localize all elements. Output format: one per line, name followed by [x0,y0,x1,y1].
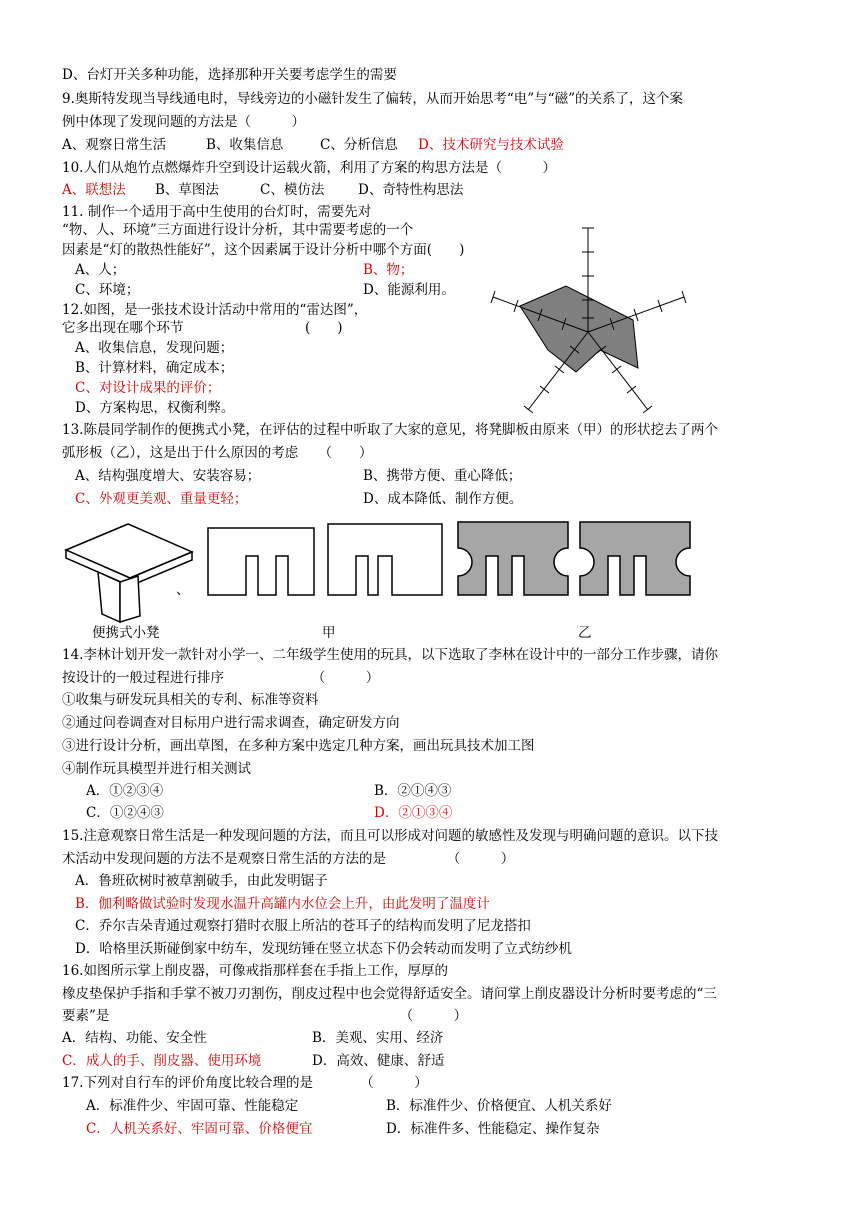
q14-option-d-answer: D．②①③④ [374,805,453,821]
q16-option-d: D．高效、健康、舒适 [312,1053,445,1069]
q14-option-c: C．①②④③ [86,805,164,821]
q9-option-c: C、分析信息 [320,137,398,153]
q16-option-c-answer: C．成人的手、削皮器、使用环境 [62,1053,262,1069]
q14-step-4: ④制作玩具模型并进行相关测试 [62,761,251,777]
q15-option-a: A．鲁班砍树时被草割破手，由此发明锯子 [75,873,328,889]
q9-option-d-answer: D、技术研究与技术试验 [418,137,564,153]
q12-option-b: B、计算材料，确定成本； [75,360,234,376]
q13-option-d: D、成本降低、制作方便。 [363,491,523,507]
q15-option-b-answer: B．伽利略做试验时发现水温升高罐内水位会上升，由此发明了温度计 [75,896,490,912]
q10-stem: 10.人们从炮竹点燃爆炸升空到设计运载火箭，利用了方案的构思方法是（ ） [62,160,556,176]
q11-option-a: A、人； [75,262,126,278]
q14-option-b: B．②①④③ [374,783,452,799]
yi-board-figure [456,518,692,598]
portable-stool-figure [58,518,198,626]
q16-stem-line2: 橡皮垫保护手指和手掌不被刀刃割伤，削皮过程中也会觉得舒适安全。请问掌上削皮器设计分析时要考虑的“三 [62,986,717,1002]
q14-stem-line1: 14.李林计划开发一款针对小学一、二年级学生使用的玩具，以下选取了李林在设计中的一部分工作步骤，请你 [62,647,718,663]
q11-option-d: D、能源利用。 [363,282,455,298]
q12-option-a: A、收集信息，发现问题； [75,340,234,356]
q12-option-c-answer: C、对设计成果的评价； [75,380,221,396]
jia-caption: 甲 [322,625,336,641]
q8-option-d: D、台灯开关多种功能，选择那种开关要考虑学生的需要 [62,67,397,83]
q9-stem-line1: 9.奥斯特发现当导线通电时，导线旁边的小磁针发生了偏转，从而开始思考“电”与“磁”的关系了，这个案 [62,91,683,107]
q13-option-b: B、携带方便、重心降低； [363,468,522,484]
q16-option-a: A．结构、功能、安全性 [62,1030,207,1046]
q14-step-3: ③进行设计分析，画出草图，在多种方案中选定几种方案，画出玩具技术加工图 [62,738,535,754]
q11-stem-line3: 因素是“灯的散热性能好”，这个因素属于设计分析中哪个方面( ) [62,242,465,258]
q17-option-a: A．标准件少、牢固可靠、性能稳定 [86,1098,299,1114]
q10-option-a-answer: A、联想法 [62,182,126,198]
q17-option-c-answer: C．人机关系好、牢固可靠、价格便宜 [86,1121,313,1137]
q12-stem-line2: 它多出现在哪个环节 ( ) [62,320,343,336]
q14-stem-line2: 按设计的一般过程进行排序 （ ） [62,670,380,686]
q10-option-c: C、模仿法 [260,182,325,198]
q14-step-1: ①收集与研发玩具相关的专利、标准等资料 [62,692,319,708]
q13-option-a: A、结构强度增大、安装容易； [75,468,261,484]
q15-stem-line1: 15.注意观察日常生活是一种发现问题的方法，而且可以形成对问题的敏感性及发现与明确问题的意识。以下技 [62,828,718,844]
q13-stem-line2: 弧形板（乙），这是出于什么原因的考虑 （ ） [62,445,373,461]
q9-option-b: B、收集信息 [206,137,284,153]
q16-stem-line3: 要素”是 （ ） [62,1008,468,1024]
q16-option-b: B．美观、实用、经济 [312,1030,444,1046]
q11-option-c: C、环境； [75,282,140,298]
yi-caption: 乙 [578,625,592,641]
q13-stem-line1: 13.陈晨同学制作的便携式小凳，在评估的过程中听取了大家的意见，将凳脚板由原来（甲）的形状挖去了两个 [62,422,718,438]
q17-stem: 17.下列对自行车的评价角度比较合理的是 （ ） [62,1075,428,1091]
q17-option-d: D．标准件多、性能稳定、操作复杂 [386,1121,600,1137]
q9-option-a: A、观察日常生活 [62,137,167,153]
jia-board-figure [206,520,446,598]
q14-step-2: ②通过问卷调查对目标用户进行需求调查，确定研发方向 [62,715,400,731]
q15-option-d: D．哈格里沃斯碰倒家中纺车，发现纺锤在竖立状态下仍会转动而发明了立式纺纱机 [75,941,572,957]
q14-option-a: A．①②③④ [86,783,164,799]
q11-stem-line2: “物、人、环境”三方面进行设计分析，其中需要考虑的一个 [62,222,414,238]
q17-option-b: B．标准件少、价格便宜、人机关系好 [386,1098,612,1114]
q15-option-c: C．乔尔吉朵青通过观察打猎时衣服上所沾的苍耳子的结构而发明了尼龙搭扣 [75,918,531,934]
q10-option-b: B、草图法 [155,182,219,198]
q10-option-d: D、奇特性构思法 [358,182,464,198]
figure-separator: 、 [176,582,190,598]
q12-stem-line1: 12.如图，是一张技术设计活动中常用的“雷达图”， [62,302,368,318]
stool-caption: 便携式小凳 [92,625,160,641]
q13-option-c-answer: C、外观更美观、重量更轻； [75,491,248,507]
q15-stem-line2: 术活动中发现问题的方法不是观察日常生活的方法的是 （ ） [62,851,515,867]
q9-stem-line2: 例中体现了发现问题的方法是（ ） [62,114,305,130]
q11-option-b-answer: B、物； [363,262,414,278]
q12-option-d: D、方案构思，权衡利弊。 [75,400,235,416]
radar-chart-figure [488,222,688,418]
q11-stem-line1: 11. 制作一个适用于高中生使用的台灯时，需要先对 [62,204,372,220]
q16-stem-line1: 16.如图所示掌上削皮器，可像戒指那样套在手指上工作，厚厚的 [62,963,448,979]
